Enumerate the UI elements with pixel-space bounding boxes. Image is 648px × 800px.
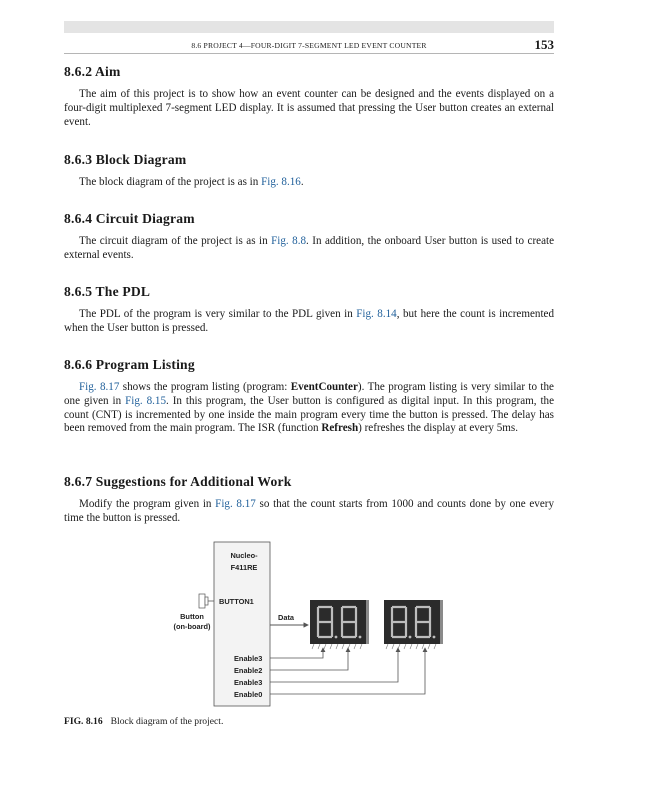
pdl-text-part: The PDL of the program is very similar to the PDL given in [79, 308, 357, 320]
section-circuit-title: 8.6.4 Circuit Diagram [64, 211, 195, 226]
section-listing-title: 8.6.6 Program Listing [64, 357, 195, 372]
block-text-part: . [300, 176, 304, 188]
display-1-dp-a [335, 636, 338, 639]
section-block-text [64, 176, 554, 190]
fig-8-14-link[interactable]: Fig. 8.14 [356, 308, 397, 320]
section-aim [64, 64, 554, 129]
enable-line-1 [270, 648, 323, 658]
figure-caption-text: Block diagram of the project. [110, 716, 224, 727]
running-header [64, 37, 554, 54]
display-2-side [440, 600, 443, 644]
board-name-label [224, 550, 264, 574]
block-diagram-figure [140, 540, 520, 712]
display-unit-1 [310, 600, 369, 649]
page-number: 153 [534, 37, 554, 52]
display-2-pins [386, 644, 436, 649]
circuit-text-part: . In addition, the onboard User button is used to create external events. [64, 235, 554, 261]
display-2-dp-a [409, 636, 412, 639]
section-block-diagram [64, 152, 554, 190]
section-suggestions-text [64, 498, 554, 526]
section-pdl [64, 284, 554, 336]
section-aim-title: 8.6.2 Aim [64, 64, 121, 79]
display-2-dp-b [433, 636, 436, 639]
section-program-listing [64, 357, 554, 436]
enable-label: Enable3 [234, 678, 263, 687]
pushbutton-cap-icon [205, 597, 208, 605]
running-head-text: 8.6 PROJECT 4—FOUR-DIGIT 7-SEGMENT LED EVENT COUNTER [191, 41, 427, 50]
pdl-text-part: , but here the count is incremented when the User button is pressed. [64, 308, 554, 334]
section-block-title: 8.6.3 Block Diagram [64, 152, 187, 167]
enable-label: Enable0 [234, 690, 263, 699]
fig-8-17-link[interactable]: Fig. 8.17 [79, 381, 120, 393]
section-suggestions [64, 474, 554, 526]
section-aim-text: The aim of this project is to show how an event counter can be designed and the events displayed on a four-digit multiplexed 7-segment LED display. It is assumed that pressing the User button creates an external event. [64, 88, 554, 128]
display-1-pins [312, 644, 362, 649]
section-pdl-title: 8.6.5 The PDL [64, 284, 151, 299]
listing-text-part: ) refreshes the display at every 5ms. [358, 422, 519, 435]
enable-label: Enable2 [234, 666, 263, 675]
section-circuit-text [64, 235, 554, 263]
button-label [162, 612, 222, 632]
data-label: Data [278, 613, 295, 622]
section-circuit-diagram [64, 211, 554, 263]
fig-8-16-link[interactable]: Fig. 8.16 [261, 176, 301, 188]
figure-caption [64, 716, 223, 727]
function-name: Refresh [321, 422, 359, 435]
program-name: EventCounter [290, 381, 358, 393]
section-pdl-text [64, 308, 554, 336]
listing-text-part: . In this program, the User button is configured as digital input. In this program, the count (CNT) is incremented by one inside the main program every time the button is pressed. The delay has been removed from the main program. The ISR (function [64, 394, 554, 435]
enable-lines [270, 648, 425, 694]
section-suggestions-title: 8.6.7 Suggestions for Additional Work [64, 474, 292, 489]
page-top-bar [64, 21, 554, 33]
display-1-dp-b [359, 636, 362, 639]
display-unit-2 [384, 600, 443, 649]
button-label-line-2: (on-board) [173, 622, 211, 631]
fig-8-17-link[interactable]: Fig. 8.17 [215, 498, 256, 510]
fig-8-8-link[interactable]: Fig. 8.8 [271, 235, 307, 247]
enable-line-2 [270, 648, 348, 670]
pushbutton-icon [199, 594, 205, 608]
board-name-line-1: Nucleo- [230, 551, 258, 560]
fig-8-15-link[interactable]: Fig. 8.15 [125, 394, 167, 407]
suggestions-text-part: Modify the program given in [79, 498, 216, 510]
figure-caption-label: FIG. 8.16 [64, 716, 103, 727]
enable-label: Enable3 [234, 654, 263, 663]
suggestions-text-part: so that the count starts from 1000 and counts done by one every time the button is pressed. [64, 498, 555, 524]
board-name-line-2: F411RE [230, 563, 258, 572]
enable-line-4 [270, 648, 425, 694]
enable-line-3 [270, 648, 398, 682]
block-text-part: The block diagram of the project is as in [79, 176, 262, 188]
button-pin-label: BUTTON1 [219, 597, 254, 606]
button-label-line-1: Button [180, 612, 204, 621]
listing-text-part: ). The program listing is very similar to the one given in [64, 381, 554, 407]
listing-text-part: shows the program listing (program: [119, 381, 291, 393]
display-1-side [366, 600, 369, 644]
circuit-text-part: The circuit diagram of the project is as in [79, 235, 272, 247]
section-listing-text [64, 381, 554, 436]
